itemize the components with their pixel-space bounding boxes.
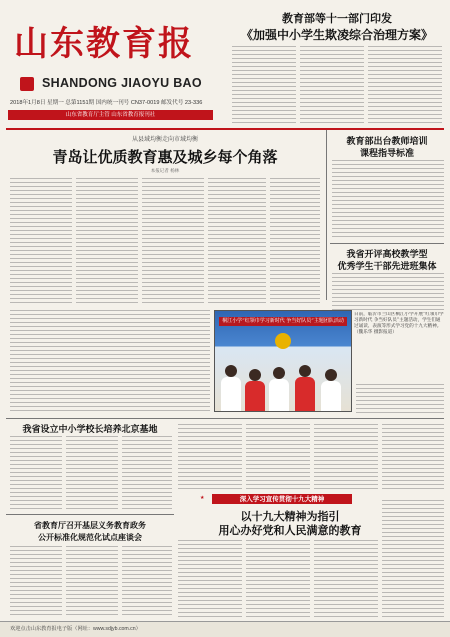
right-headline2-line2: 优秀学生干部先进班集体 — [337, 262, 437, 272]
news-photo — [214, 310, 352, 412]
special-body-col2 — [246, 540, 310, 618]
photo-child-head — [299, 365, 311, 377]
photo-child-head — [225, 365, 237, 377]
left-bottom-headline-line2: 公开标准化规范化试点座谈会 — [38, 532, 142, 542]
lead-body-text-col2 — [300, 46, 364, 124]
photo-child-body — [221, 377, 241, 411]
right-story2-body — [332, 273, 444, 311]
masthead-english-name: SHANDONG JIAOYU BAO — [42, 76, 202, 90]
lead-headline-line1: 教育部等十一部门印发 — [282, 12, 392, 25]
top-divider-rule — [6, 128, 444, 130]
right-story2-continued — [356, 384, 444, 414]
feature-byline: 本报记者 杨林 — [150, 169, 180, 174]
photo-stage-figure — [275, 333, 291, 349]
left-bottom-body-col1 — [10, 546, 62, 618]
special-topic-ribbon: 深入学习宣传贯彻十九大精神 — [212, 494, 352, 504]
special-body-col3 — [314, 540, 378, 618]
masthead-seal-icon — [20, 77, 34, 91]
left-lower-body-col3 — [122, 436, 172, 510]
middle-lower-body-col3 — [314, 424, 378, 490]
middle-lower-body-col4 — [382, 424, 444, 490]
mid-page-divider — [6, 418, 444, 419]
left-lower-headline: 我省设立中小学校长培养北京基地 — [22, 425, 158, 435]
left-bottom-body-col3 — [122, 546, 172, 618]
photo-banner: 桐江小学“红领巾学习新时代 争当好队员”主题团队活动 — [219, 317, 347, 326]
photo-child-head — [325, 369, 337, 381]
left-lower-body-col1 — [10, 436, 62, 510]
photo-child-body — [269, 379, 289, 411]
special-headline-line1: 以十九大精神为指引 — [240, 510, 340, 523]
sponsor-bar: 山东省教育厅主管 山东省教育报刊社 — [8, 110, 213, 120]
left-lower-body-col2 — [66, 436, 118, 510]
middle-lower-body-col1 — [178, 424, 242, 490]
photo-child-body — [321, 381, 341, 411]
feature-body-col5 — [270, 178, 320, 306]
right-column-separator — [326, 130, 327, 300]
feature-body-col1 — [10, 178, 72, 306]
feature-headline: 青岛让优质教育惠及城乡每个角落 — [52, 148, 278, 166]
left-bottom-headline-line1: 省教育厅召开基层义务教育政务 — [34, 520, 146, 530]
feature-body-col2 — [76, 178, 138, 306]
middle-lower-body-col2 — [246, 424, 310, 490]
photo-caption: 日前，临沂市兰山区桐江小学开展“红领巾学习新时代 争当好队员”主题活动，学生们通过诵读、表演等形式学习党的十九大精神。（魏乐华 摄影报道） — [354, 312, 444, 335]
photo-child-body — [295, 377, 315, 411]
special-topic-star-icon: ★ — [200, 495, 205, 501]
feature-continuation — [10, 310, 210, 414]
footer-strip: 欢迎点击山东教育报电子版（网址：www.sdjyb.com.cn） — [0, 621, 450, 637]
special-headline-line2: 用心办好党和人民满意的教育 — [218, 524, 362, 537]
left-bottom-divider — [6, 514, 174, 515]
masthead-logo: 山东教育报 — [14, 24, 194, 64]
right-headline1-line2: 课程指导标准 — [359, 149, 414, 159]
right-story-divider — [330, 243, 444, 244]
special-body-col1 — [178, 540, 242, 618]
right-headline1-line1: 教育部出台教师培训 — [346, 137, 428, 147]
issue-info-line: 2018年1月8日 星期一 总第1151期 国内统一刊号 CN37-0019 邮发代号 23-336 — [10, 100, 203, 106]
special-body-col4 — [382, 500, 444, 618]
right-headline2-line1: 我省开评高校教学型 — [346, 250, 428, 260]
feature-body-col4 — [208, 178, 266, 306]
feature-kicker: 从县域均衡走向市域均衡 — [131, 136, 198, 143]
lead-body-text-col1 — [232, 46, 296, 124]
photo-child-body — [245, 381, 265, 411]
left-bottom-body-col2 — [66, 546, 118, 618]
feature-body-col3 — [142, 178, 204, 306]
lead-body-text-col3 — [368, 46, 442, 124]
photo-child-head — [273, 367, 285, 379]
photo-child-head — [249, 369, 261, 381]
right-story1-body — [332, 160, 444, 240]
lead-headline-line2: 《加强中小学生欺凌综合治理方案》 — [240, 28, 433, 42]
